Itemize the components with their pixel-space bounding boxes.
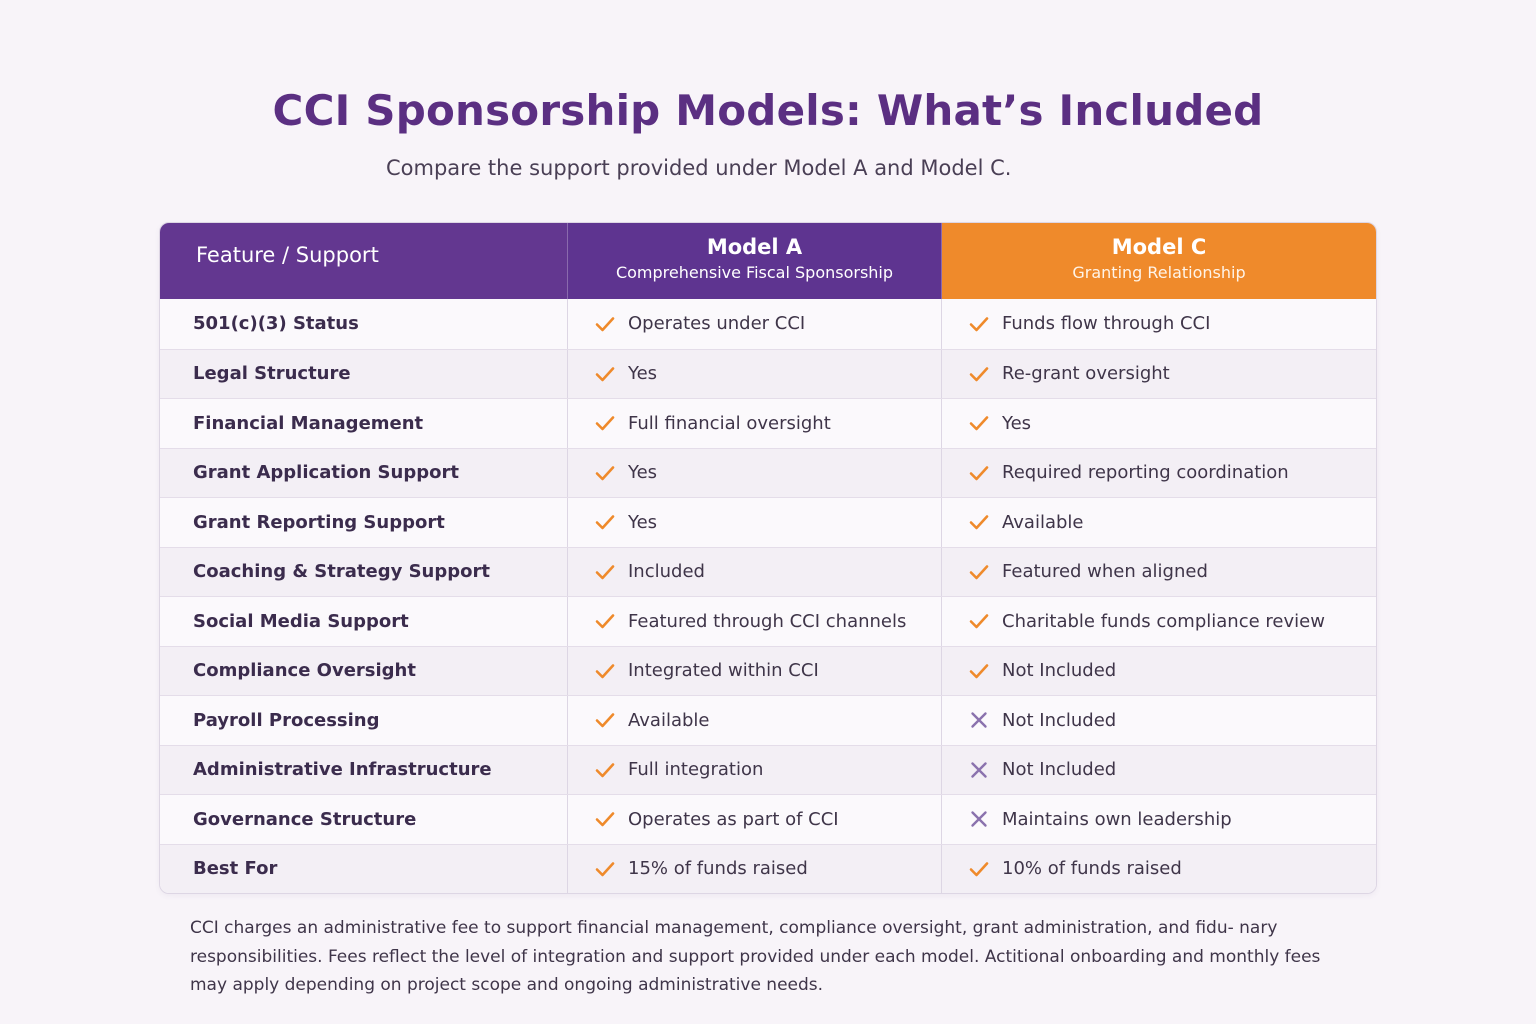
- model-c-cell: [942, 449, 1376, 498]
- feature-label: Social Media Support: [160, 597, 568, 646]
- model-a-value: Yes: [628, 363, 658, 385]
- table-row: [160, 596, 1376, 646]
- check-icon: [594, 808, 616, 830]
- model-c-description: Granting Relationship: [1072, 263, 1246, 282]
- table-row: [160, 398, 1376, 448]
- check-icon: [594, 561, 616, 583]
- model-a-value: Full integration: [628, 759, 764, 781]
- model-a-cell: [568, 647, 942, 696]
- check-icon: [968, 462, 990, 484]
- table-body: [160, 299, 1376, 893]
- model-c-cell: [942, 795, 1376, 844]
- model-c-cell: [942, 597, 1376, 646]
- model-a-description: Comprehensive Fiscal Sponsorship: [615, 263, 894, 282]
- check-icon: [594, 610, 616, 632]
- model-c-cell: [942, 696, 1376, 745]
- model-c-value: Charitable funds compliance review: [1002, 610, 1325, 632]
- check-icon: [968, 412, 990, 434]
- table-row: [160, 448, 1376, 498]
- header-model-a: [568, 223, 942, 299]
- model-c-value: Not Included: [1002, 709, 1117, 731]
- feature-label: Best For: [160, 845, 568, 894]
- table-row: [160, 299, 1376, 349]
- x-icon: [968, 709, 990, 731]
- feature-label: Financial Management: [160, 399, 568, 448]
- model-c-name: Model C: [1111, 235, 1207, 259]
- model-c-cell: [942, 746, 1376, 795]
- model-c-cell: [942, 299, 1376, 349]
- header-feature-label: Feature / Support: [196, 243, 379, 267]
- model-a-cell: [568, 746, 942, 795]
- model-a-cell: [568, 449, 942, 498]
- model-a-value: Operates as part of CCI: [628, 808, 839, 830]
- model-c-value: 10% of funds raised: [1002, 858, 1182, 880]
- model-c-cell: [942, 399, 1376, 448]
- model-c-cell: [942, 845, 1376, 894]
- model-a-cell: [568, 399, 942, 448]
- header-model-c: [942, 223, 1376, 299]
- model-c-value: Required reporting coordination: [1002, 462, 1289, 484]
- check-icon: [594, 412, 616, 434]
- feature-label: Grant Reporting Support: [160, 498, 568, 547]
- model-c-cell: [942, 548, 1376, 597]
- table-row: [160, 646, 1376, 696]
- feature-label: Payroll Processing: [160, 696, 568, 745]
- model-a-value: Operates under CCI: [628, 313, 806, 335]
- model-a-value: Included: [628, 561, 705, 583]
- check-icon: [594, 313, 616, 335]
- header-feature-column: [160, 223, 568, 299]
- check-icon: [594, 660, 616, 682]
- check-icon: [968, 610, 990, 632]
- check-icon: [968, 561, 990, 583]
- model-a-value: Full financial oversight: [628, 412, 831, 434]
- model-a-value: Featured through CCI channels: [628, 610, 907, 632]
- model-a-value: Yes: [628, 462, 658, 484]
- model-c-value: Funds flow through CCI: [1002, 313, 1211, 335]
- model-a-value: Yes: [628, 511, 658, 533]
- feature-label: Governance Structure: [160, 795, 568, 844]
- model-c-cell: [942, 498, 1376, 547]
- check-icon: [594, 709, 616, 731]
- model-a-cell: [568, 299, 942, 349]
- model-a-name: Model A: [706, 235, 803, 259]
- model-a-cell: [568, 597, 942, 646]
- model-a-cell: [568, 845, 942, 894]
- x-icon: [968, 808, 990, 830]
- model-c-value: Featured when aligned: [1002, 561, 1208, 583]
- feature-label: Compliance Oversight: [160, 647, 568, 696]
- check-icon: [968, 363, 990, 385]
- feature-label: Grant Application Support: [160, 449, 568, 498]
- check-icon: [594, 759, 616, 781]
- table-row: [160, 695, 1376, 745]
- model-a-cell: [568, 795, 942, 844]
- feature-label: Legal Structure: [160, 350, 568, 399]
- check-icon: [594, 858, 616, 880]
- check-icon: [968, 313, 990, 335]
- feature-label: Coaching & Strategy Support: [160, 548, 568, 597]
- model-c-value: Re-grant oversight: [1002, 363, 1170, 385]
- comparison-table: [159, 222, 1377, 894]
- x-icon: [968, 759, 990, 781]
- table-row: [160, 794, 1376, 844]
- check-icon: [594, 511, 616, 533]
- model-c-cell: [942, 350, 1376, 399]
- model-a-value: Integrated within CCI: [628, 660, 819, 682]
- model-c-value: Yes: [1002, 412, 1032, 434]
- check-icon: [594, 363, 616, 385]
- model-c-value: Available: [1002, 511, 1084, 533]
- page-title: CCI Sponsorship Models: What’s Included: [272, 86, 1264, 135]
- model-a-cell: [568, 350, 942, 399]
- table-row: [160, 349, 1376, 399]
- model-c-value: Not Included: [1002, 660, 1117, 682]
- check-icon: [968, 660, 990, 682]
- table-row: [160, 497, 1376, 547]
- footnote: CCI charges an administrative fee to support financial management, compliance oversight, grant administration, and fidu- nary responsibilities. Fees reflect the level of integration and support provided under each model. Actitional onboarding and monthly fees may apply depending on project scope and ongoing administrative needs.: [190, 918, 1321, 995]
- model-c-cell: [942, 647, 1376, 696]
- feature-label: Administrative Infrastructure: [160, 746, 568, 795]
- check-icon: [968, 511, 990, 533]
- model-a-cell: [568, 498, 942, 547]
- feature-label: 501(c)(3) Status: [160, 299, 568, 349]
- page-subtitle: Compare the support provided under Model A and Model C.: [386, 156, 1012, 180]
- check-icon: [594, 462, 616, 484]
- table-row: [160, 745, 1376, 795]
- model-c-value: Not Included: [1002, 759, 1117, 781]
- model-a-cell: [568, 548, 942, 597]
- table-row: [160, 844, 1376, 894]
- model-a-value: 15% of funds raised: [628, 858, 808, 880]
- check-icon: [968, 858, 990, 880]
- model-a-cell: [568, 696, 942, 745]
- table-row: [160, 547, 1376, 597]
- model-a-value: Available: [628, 709, 710, 731]
- model-c-value: Maintains own leadership: [1002, 808, 1232, 830]
